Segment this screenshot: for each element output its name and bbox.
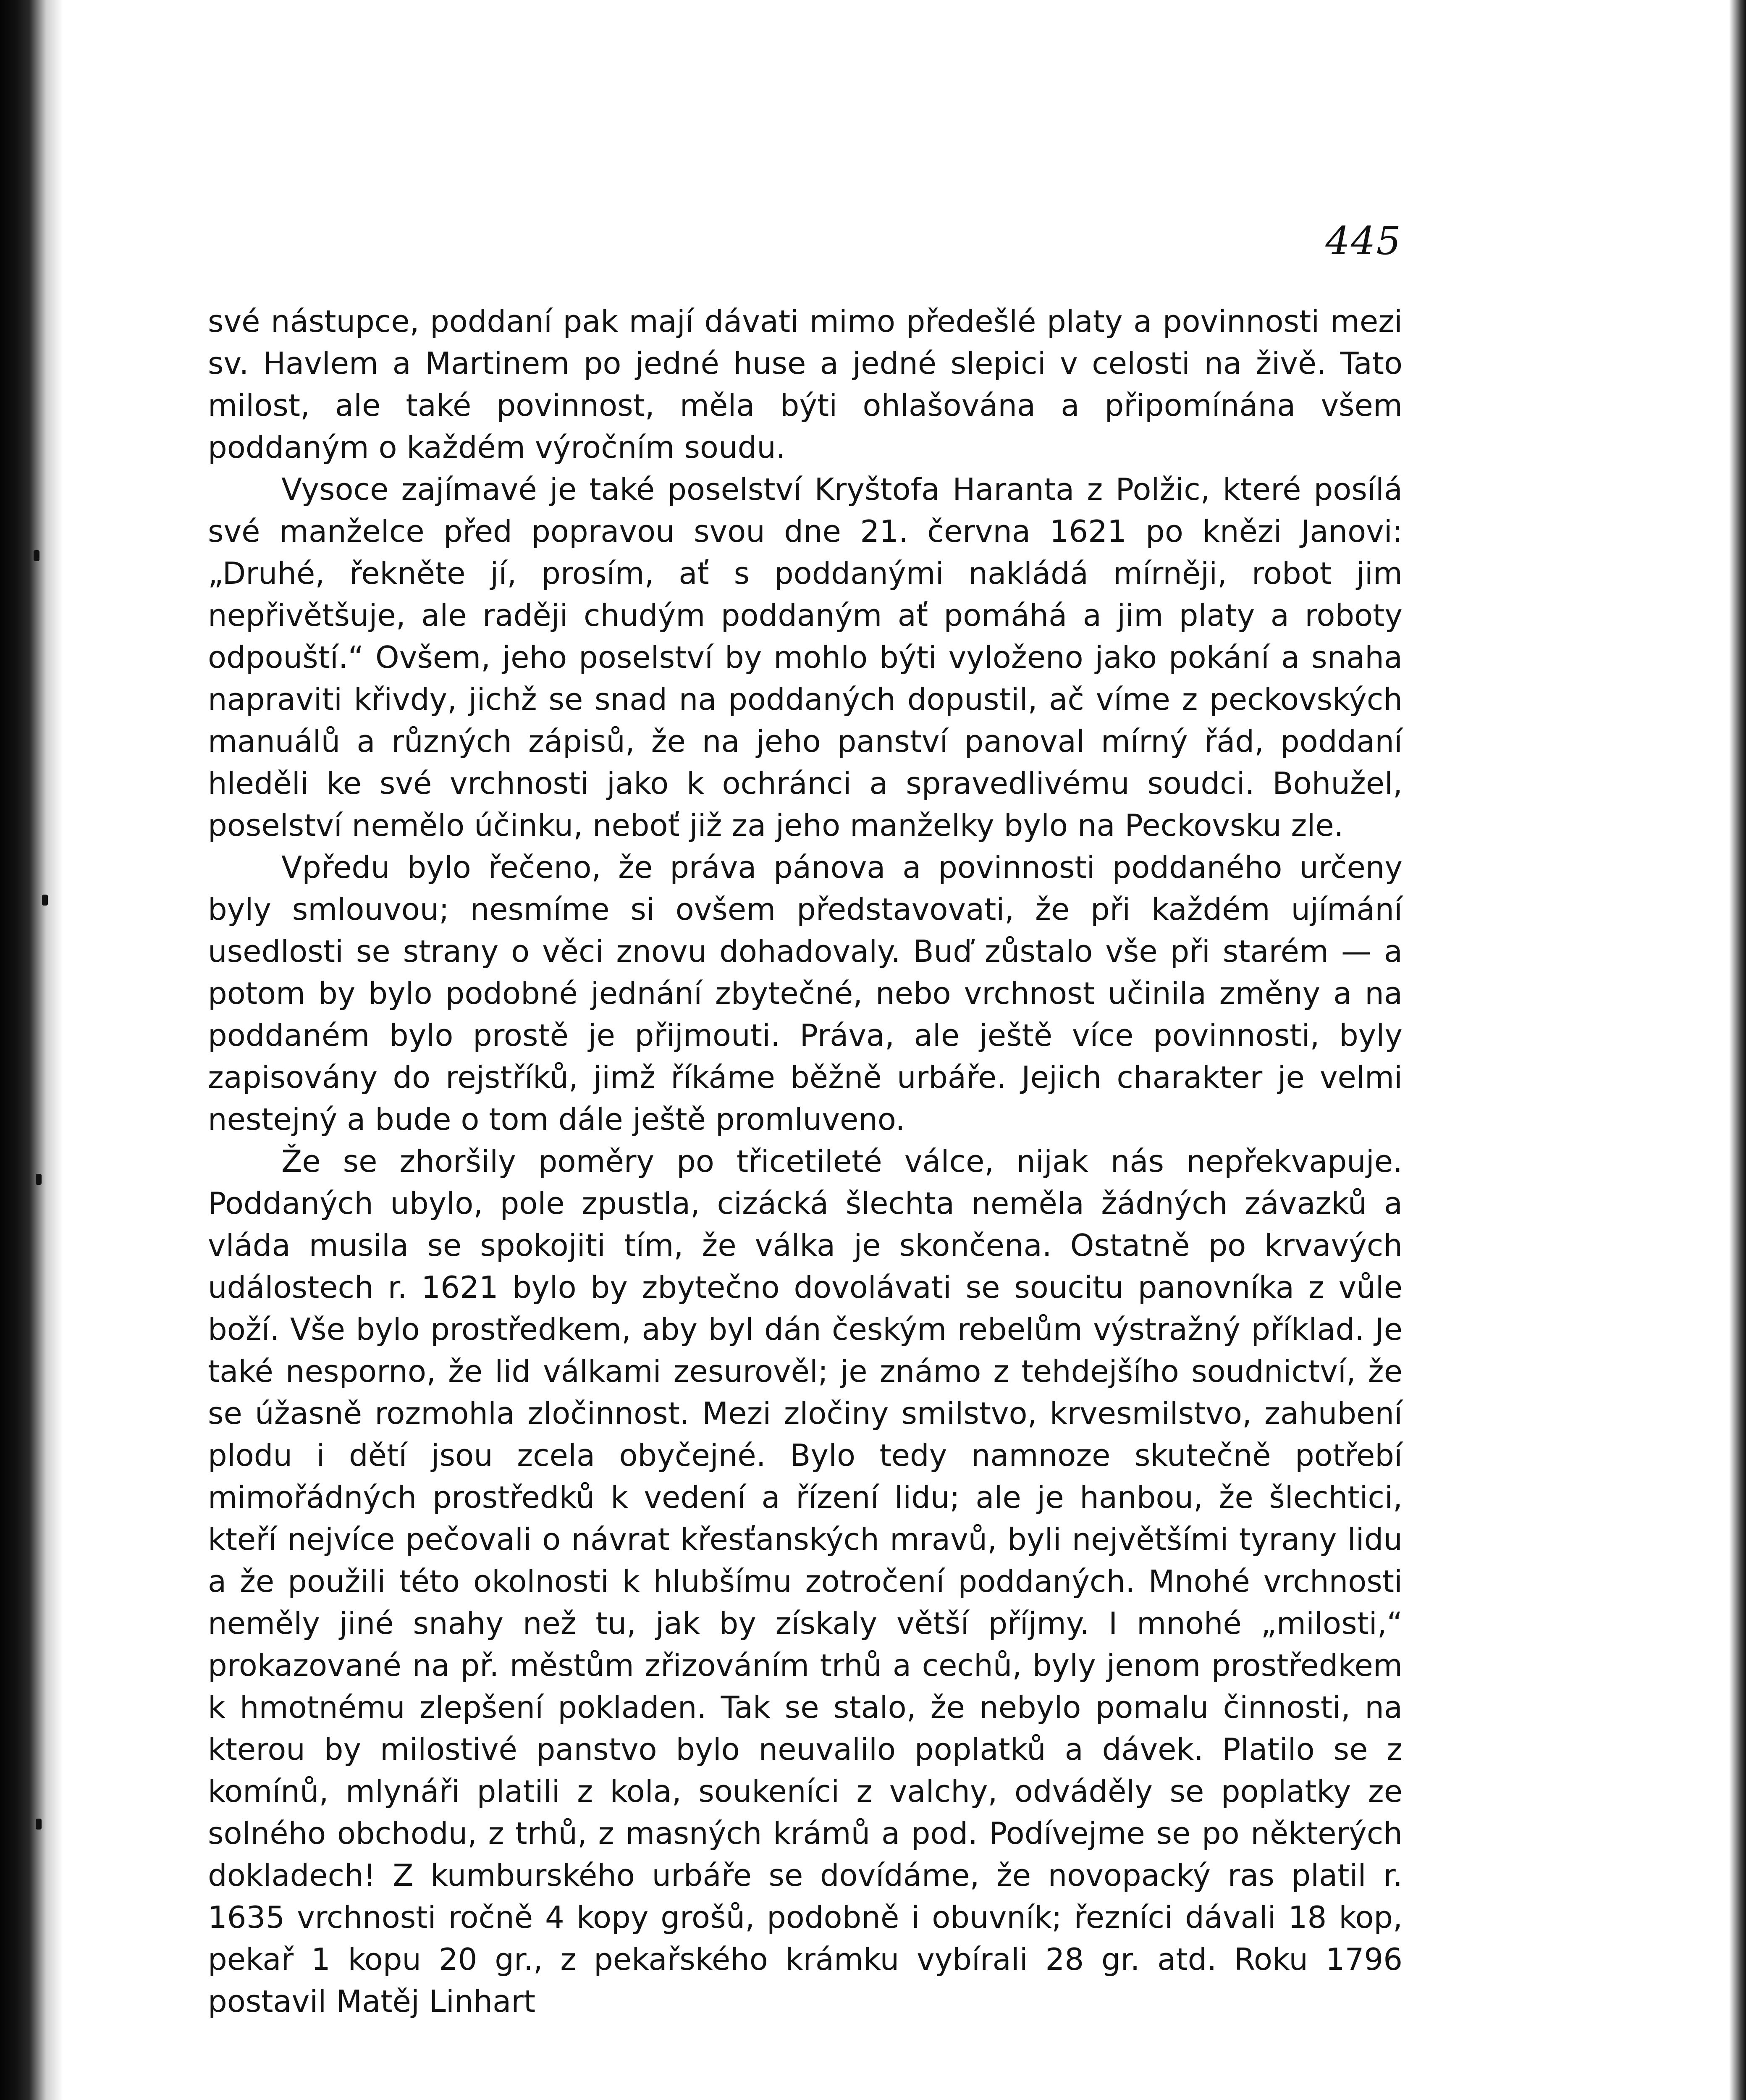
gutter-mark bbox=[42, 895, 48, 906]
scan-right-edge bbox=[1729, 0, 1746, 2100]
page-number: 445 bbox=[1325, 218, 1402, 263]
paragraph: Vysoce zajímavé je také poselství Kryštofa Haranta z Polžic, které posílá své manželce před popravou svou dne 21. června 1621 po knězi Janovi: „Druhé, řekněte jí, prosím, ať s poddanými nakládá mírněji, robot jim nepřivětšuje, ale raději chudým poddaným ať pomáhá a jim platy a roboty odpouští.“ Ovšem, jeho poselství by mohlo býti vyloženo jako pokání a snaha napraviti křivdy, jichž se snad na poddaných dopustil, ač víme z peckovských manuálů a různých zápisů, že na jeho panství panoval mírný řád, poddaní hleděli ke své vrchnosti jako k ochránci a spravedlivému soudci. Bohužel, poselství nemělo účinku, neboť již za jeho manželky bylo na Peckovsku zle. bbox=[208, 472, 1403, 843]
gutter-mark bbox=[34, 550, 39, 561]
paragraph: své nástupce, poddaní pak mají dávati mimo předešlé platy a povinnosti mezi sv. Havlem a Martinem po jedné huse a jedné slepici v celosti na živě. Tato milost, ale také povinnost, měla býti ohlašována a připomínána všem poddaným o každém výročním soudu. bbox=[208, 304, 1403, 465]
gutter-mark bbox=[36, 1819, 42, 1830]
body-text bbox=[208, 300, 1403, 2022]
scan-left-edge bbox=[0, 0, 63, 2100]
paragraph: Že se zhoršily poměry po třicetileté válce, nijak nás nepřekvapuje. Poddaných ubylo, pole zpustla, cizácká šlechta neměla žádných závazků a vláda musila se spokojiti tím, že válka je skončena. Ostatně po krvavých událostech r. 1621 bylo by zbytečno dovolávati se soucitu panovníka z vůle boží. Vše bylo prostředkem, aby byl dán českým rebelům výstražný příklad. Je také nesporno, že lid válkami zesurověl; je známo z tehdejšího soudnictví, že se úžasně rozmohla zločinnost. Mezi zločiny smilstvo, krvesmilstvo, zahubení plodu i dětí jsou zcela obyčejné. Bylo tedy namnoze skutečně potřebí mimořádných prostředků k vedení a řízení lidu; ale je hanbou, že šlechtici, kteří nejvíce pečovali o návrat křesťanských mravů, byli největšími tyrany lidu a že použili této okolnosti k hlubšímu zotročení poddaných. Mnohé vrchnosti neměly jiné snahy než tu, jak by získaly větší příjmy. I mnohé „milosti,“ prokazované na př. městům zřizováním trhů a cechů, byly jenom prostředkem k hmotnému zlepšení pokladen. Tak se stalo, že nebylo pomalu činnosti, na kterou by milostivé panstvo bylo neuvalilo poplatků a dávek. Platilo se z komínů, mlynáři platili z kola, soukeníci z valchy, odváděly se poplatky ze solného obchodu, z trhů, z masných krámů a pod. Podívejme se po některých dokladech! Z kumburského urbáře se dovídáme, že novopacký ras platil r. 1635 vrchnosti ročně 4 kopy grošů, podobně i obuvník; řezníci dávali 18 kop, pekař 1 kopu 20 gr., z pekařského krámku vybírali 28 gr. atd. Roku 1796 postavil Matěj Linhart bbox=[208, 1144, 1403, 2019]
gutter-mark bbox=[36, 1174, 42, 1185]
paragraph: Vpředu bylo řečeno, že práva pánova a povinnosti poddaného určeny byly smlouvou; nesmíme si ovšem představovati, že při každém ujímání usedlosti se strany o věci znovu dohadovaly. Buď zůstalo vše při starém — a potom by bylo podobné jednání zbytečné, nebo vrchnost učinila změny a na poddaném bylo prostě je přijmouti. Práva, ale ještě více povinnosti, byly zapisovány do rejstříků, jimž říkáme běžně urbáře. Jejich charakter je velmi nestejný a bude o tom dále ještě promluveno. bbox=[208, 850, 1403, 1137]
